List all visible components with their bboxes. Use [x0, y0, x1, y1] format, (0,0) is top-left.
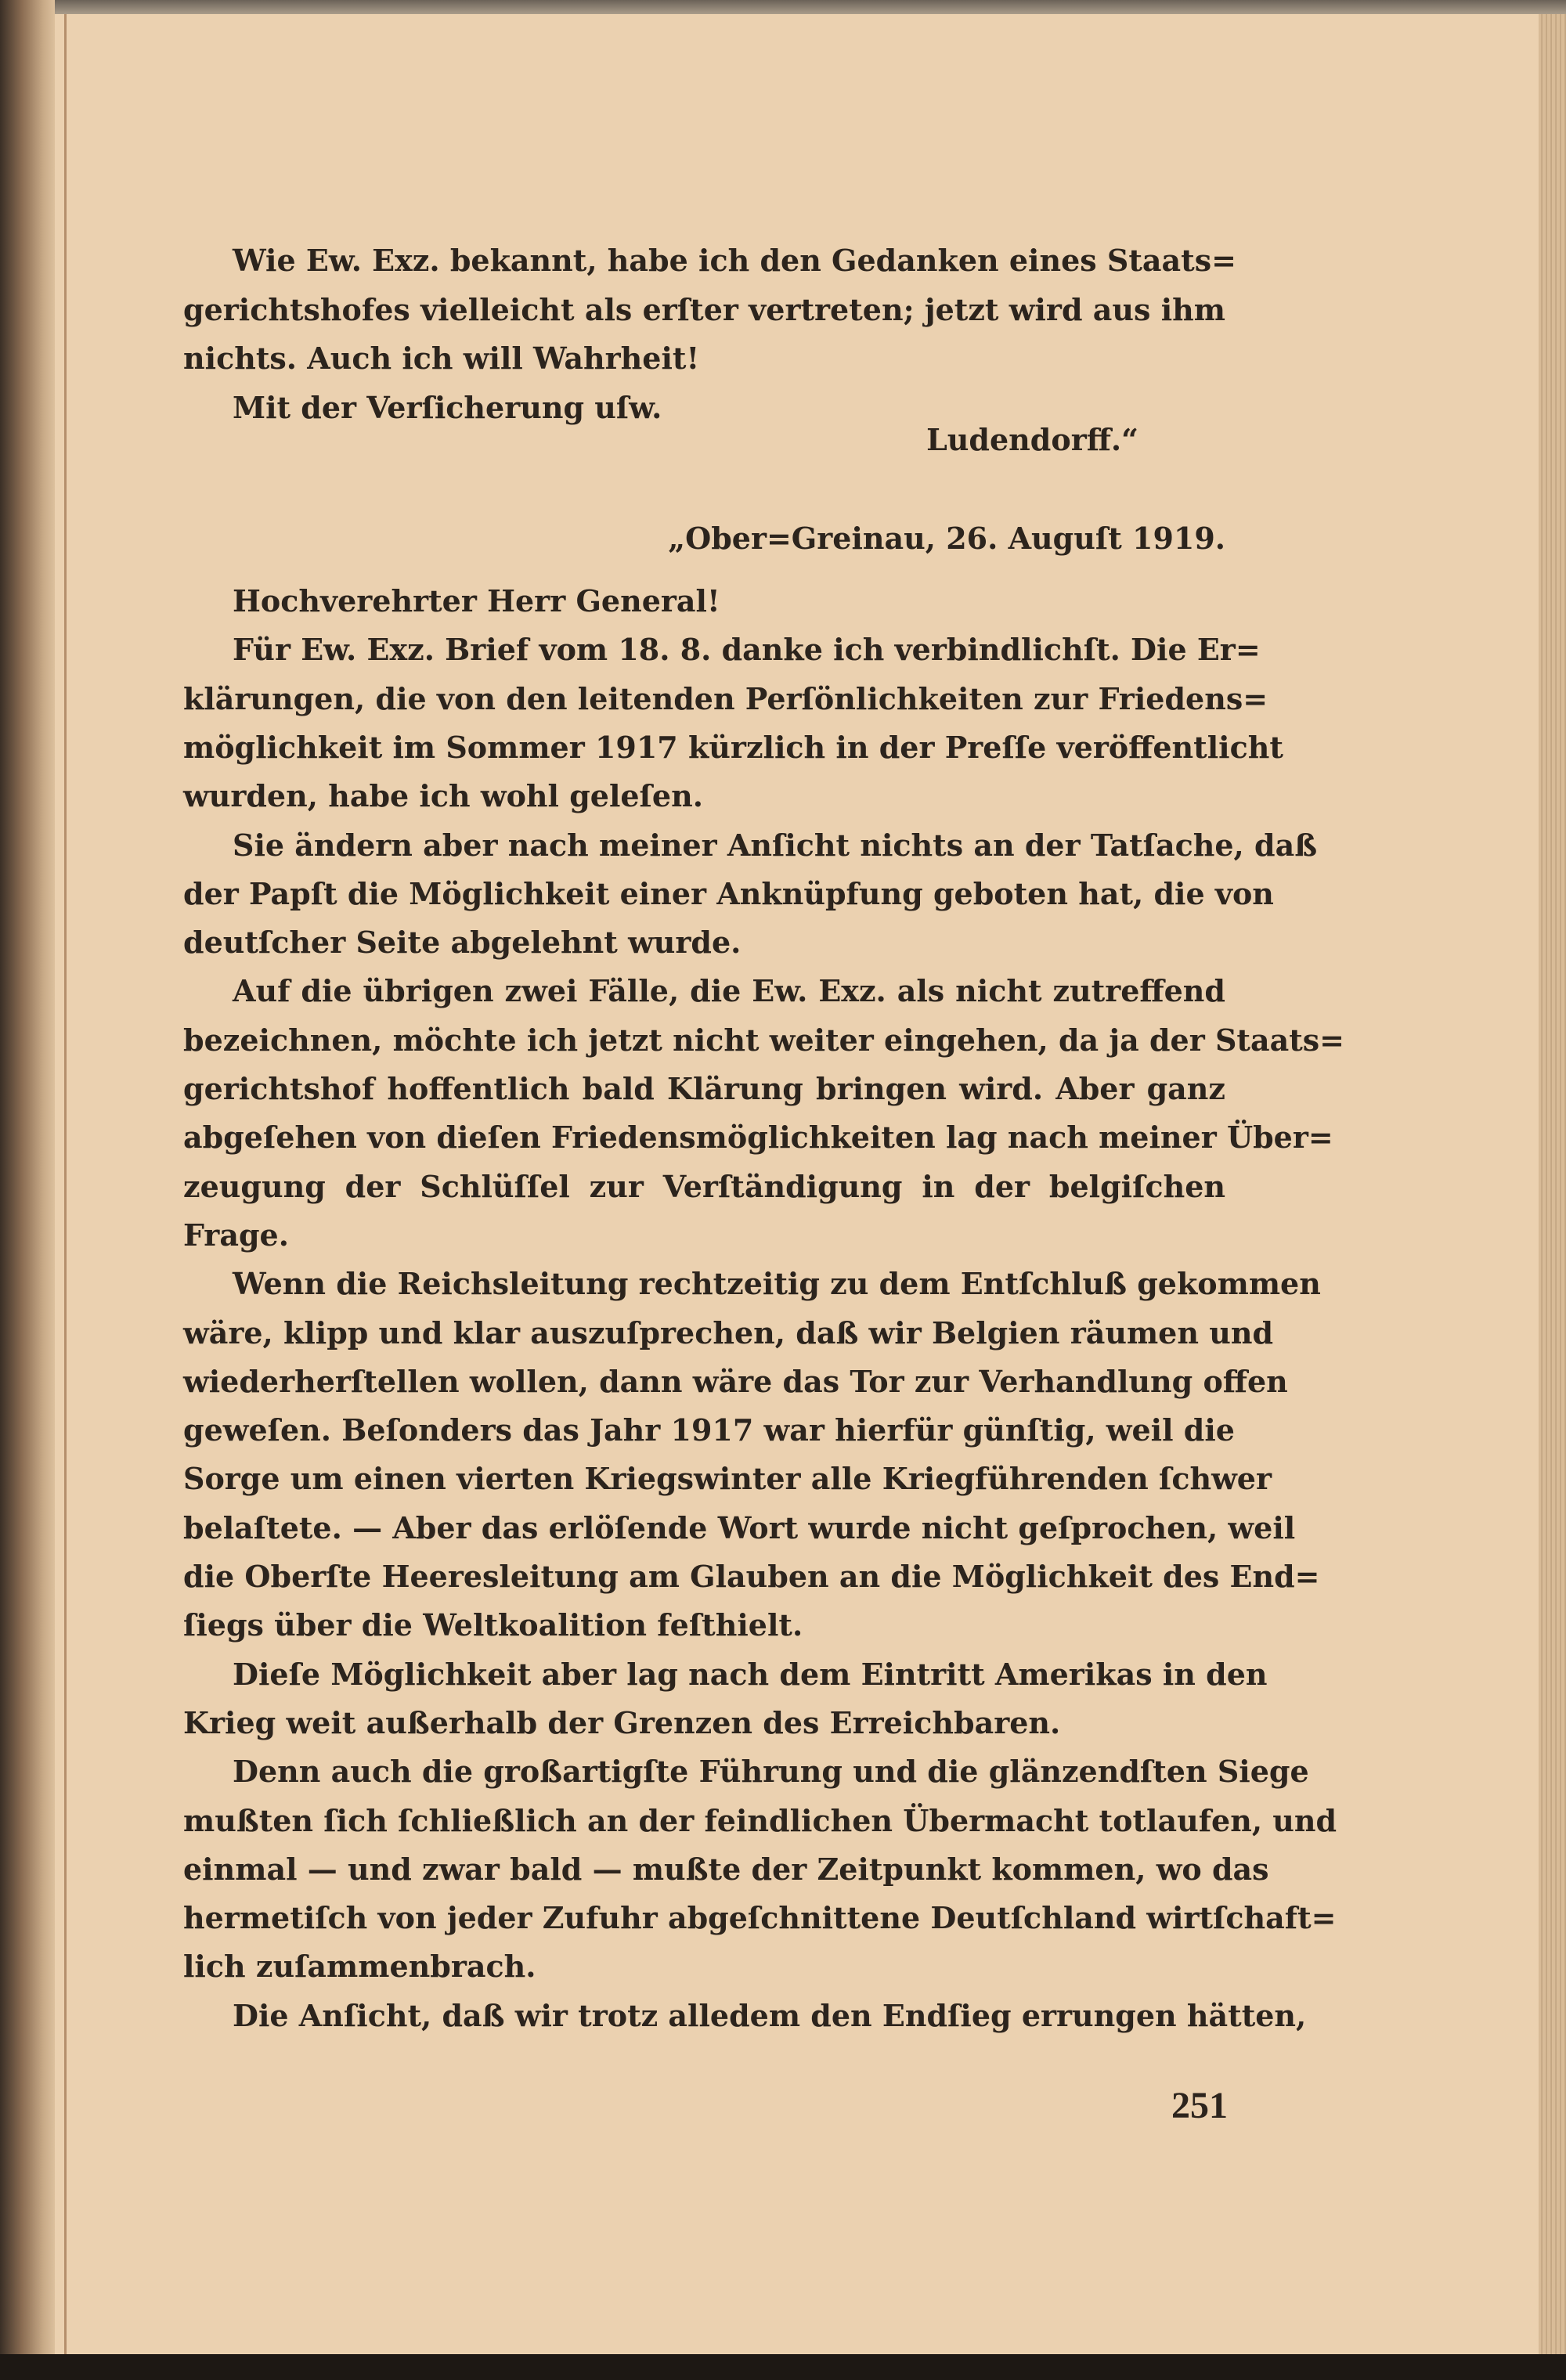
letter-salutation: Hochverehrter Herr General!	[233, 583, 720, 618]
text-line: geweſen. Beſonders das Jahr 1917 war hierfür günſtig, weil die	[183, 1412, 1235, 1448]
text-line: bezeichnen, möchte ich jetzt nicht weiter eingehen, da ja der Staats=	[183, 1022, 1344, 1058]
text-line: wurden, habe ich wohl geleſen.	[183, 778, 703, 814]
text-line: hermetiſch von jeder Zufuhr abgeſchnittene Deutſchland wirtſchaft=	[183, 1900, 1337, 1936]
scan-top-edge	[0, 0, 1566, 14]
text-line: lich zuſammenbrach.	[183, 1949, 536, 1985]
page-number: 251	[1171, 2085, 1228, 2126]
page-edges	[1539, 14, 1566, 2363]
text-line: ſiegs über die Weltkoalition feſthielt.	[183, 1607, 803, 1643]
signature-line: Ludendorff.“	[926, 422, 1138, 457]
text-line: Frage.	[183, 1217, 289, 1253]
text-line: deutſcher Seite abgelehnt wurde.	[183, 925, 742, 961]
text-line: nichts. Auch ich will Wahrheit!	[183, 341, 700, 376]
text-line: mußten ſich ſchließlich an der feindlichen Übermacht totlaufen, und	[183, 1802, 1337, 1838]
text-line: Für Ew. Exz. Brief vom 18. 8. danke ich verbindlichſt. Die Er=	[233, 632, 1261, 668]
letter-dateline: „Ober=Greinau, 26. Auguſt 1919.	[668, 521, 1225, 556]
text-line: wäre, klipp und klar auszuſprechen, daß wir Belgien räumen und	[183, 1314, 1274, 1350]
text-line: Dieſe Möglichkeit aber lag nach dem Eintritt Amerikas in den	[233, 1656, 1268, 1692]
text-line: gerichtshof hoffentlich bald Klärung bringen wird. Aber ganz	[183, 1071, 1225, 1106]
text-line: klärungen, die von den leitenden Perſönlichkeiten zur Friedens=	[183, 680, 1268, 716]
text-line: Auf die übrigen zwei Fälle, die Ew. Exz. als nicht zutreffend	[233, 973, 1225, 1009]
text-line: abgeſehen von dieſen Friedensmöglichkeiten lag nach meiner Über=	[183, 1120, 1333, 1156]
text-line: Mit der Verſicherung uſw.	[233, 390, 662, 425]
text-line: die Oberſte Heeresleitung am Glauben an die Möglichkeit des End=	[183, 1559, 1320, 1594]
book-gutter	[0, 0, 55, 2380]
text-line: gerichtshofes vielleicht als erſter vertreten; jetzt wird aus ihm	[183, 292, 1225, 327]
text-line: möglichkeit im Sommer 1917 kürzlich in der Preſſe veröffentlicht	[183, 729, 1283, 765]
text-line: einmal — und zwar bald — mußte der Zeitpunkt kommen, wo das	[183, 1851, 1269, 1887]
text-line: belaſtete. — Aber das erlöſende Wort wurde nicht geſprochen, weil	[183, 1509, 1296, 1545]
gutter-fold-line	[64, 14, 67, 2355]
text-line: Wie Ew. Exz. bekannt, habe ich den Gedanken eines Staats=	[233, 243, 1236, 278]
text-line: der Papſt die Möglichkeit einer Anknüpfung geboten hat, die von	[183, 875, 1274, 911]
text-line: Sorge um einen vierten Kriegswinter alle Kriegführenden ſchwer	[183, 1461, 1272, 1497]
text-line: Krieg weit außerhalb der Grenzen des Erreichbaren.	[183, 1704, 1061, 1740]
scan-bottom-edge	[0, 2354, 1566, 2380]
text-line: wiederherſtellen wollen, dann wäre das Tor zur Verhandlung offen	[183, 1363, 1288, 1399]
text-line: Denn auch die großartigſte Führung und die glänzendſten Siege	[233, 1754, 1309, 1790]
text-line: Wenn die Reichsleitung rechtzeitig zu dem Entſchluß gekommen	[233, 1266, 1321, 1302]
text-line: Sie ändern aber nach meiner Anſicht nichts an der Tatſache, daß	[233, 827, 1318, 863]
text-line: zeugung der Schlüſſel zur Verſtändigung in der belgiſchen	[183, 1168, 1225, 1204]
text-line: Die Anſicht, daß wir trotz alledem den Endſieg errungen hätten,	[233, 1997, 1307, 2033]
